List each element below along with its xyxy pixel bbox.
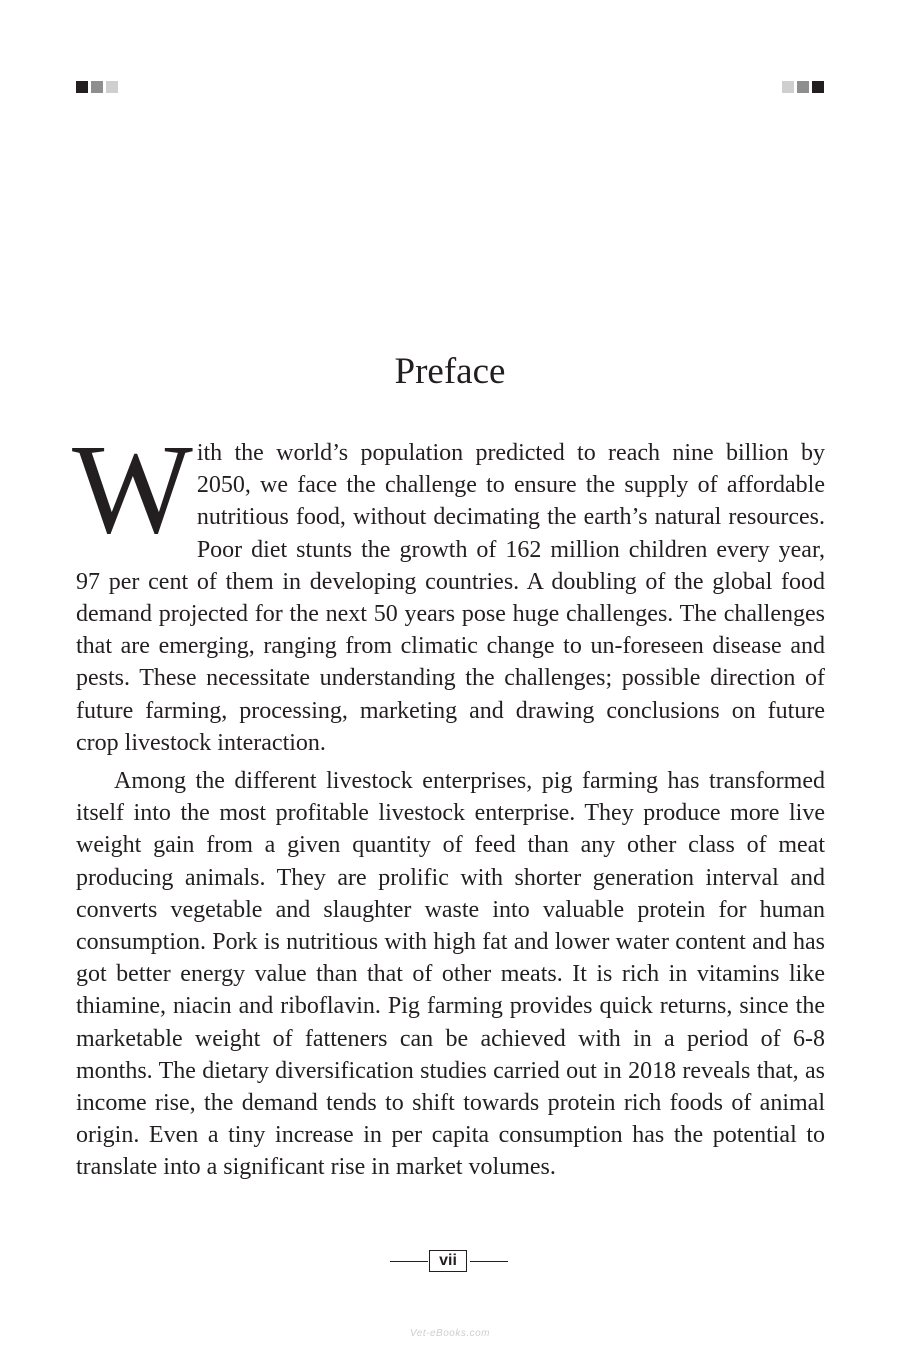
corner-mark-left xyxy=(76,81,118,93)
corner-square xyxy=(91,81,103,93)
paragraph-1-text: ith the world’s population predicted to reach nine billion by 2050, we face the challenge to ensure the supply of affordable nutritious food, without decimating the earth’s natural resources. Poor diet stunts the growth of 162 million children every year, 97 per cent of them in developing countries. A doubling of the global food demand projected for the next 50 years pose huge challenges. The challenges that are emerging, ranging from climatic change to un-foreseen disease and pests. These necessitate understanding the challenges; possible direction of future farming, processing, marketing and drawing conclusions on future crop livestock interaction. xyxy=(76,440,825,756)
watermark: Vet-eBooks.com xyxy=(410,1328,490,1339)
paragraph-2: Among the different livestock enterprises, pig farming has transformed itself into the most profitable livestock enterprise. They produce more live weight gain from a given quantity of feed than any other class of meat producing animals. They are prolific with shorter generation interval and converts vegetable and slaughter waste into valuable protein for human consumption. Pork is nutritious with high fat and lower water content and has got better energy value than that of other meats. It is rich in vitamins like thiamine, niacin and riboflavin. Pig farming provides quick returns, since the marketable weight of fatteners can be achieved with in a period of 6-8 months. The dietary diversification studies carried out in 2018 reveals that, as income rise, the demand tends to shift towards protein rich foods of animal origin. Even a tiny increase in per capita consumption has the potential to translate into a significant rise in market volumes. xyxy=(76,768,825,1181)
paragraph-1 xyxy=(72,418,825,759)
corner-square xyxy=(812,81,824,93)
corner-square xyxy=(782,81,794,93)
page-title: Preface xyxy=(394,351,506,392)
corner-mark-right xyxy=(782,81,824,93)
preface-body xyxy=(72,418,825,1184)
corner-square xyxy=(76,81,88,93)
corner-square xyxy=(797,81,809,93)
drop-cap: W xyxy=(72,418,193,560)
page-number-box: vii xyxy=(429,1250,467,1272)
corner-square xyxy=(106,81,118,93)
folio-rule-right xyxy=(470,1261,508,1262)
folio-rule-left xyxy=(390,1261,428,1262)
page-number xyxy=(390,1250,508,1274)
